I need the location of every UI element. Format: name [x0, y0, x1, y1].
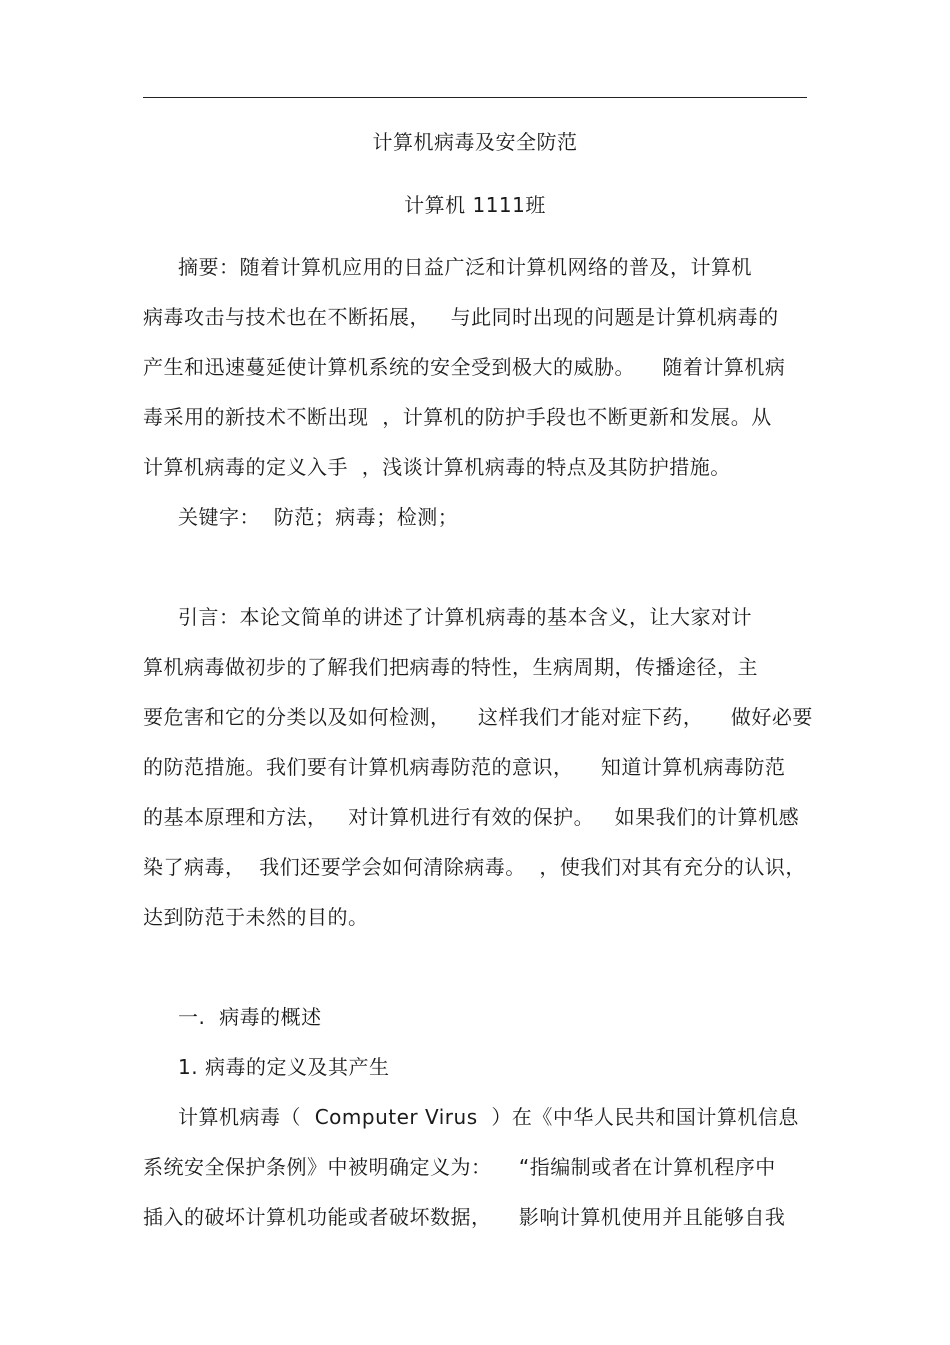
intro-line: 达到防范于未然的目的。	[143, 905, 369, 929]
abstract-line: 毒采用的新技术不断出现 ，计算机的防护手段也不断更新和发展。从	[143, 405, 772, 429]
document-title: 计算机病毒及安全防范	[372, 130, 578, 154]
body-line: 系统安全保护条例》中被明确定义为： “指编制或者在计算机程序中	[143, 1155, 776, 1179]
keywords-line: 关键字： 防范；病毒；检测；	[178, 505, 459, 529]
abstract-line: 摘要：随着计算机应用的日益广泛和计算机网络的普及，计算机	[178, 255, 752, 279]
intro-line: 的防范措施。我们要有计算机病毒防范的意识， 知道计算机病毒防范	[143, 755, 786, 779]
section-heading: 一. 病毒的概述	[178, 1005, 322, 1029]
header-rule	[143, 97, 807, 98]
abstract-line: 计算机病毒的定义入手 ，浅谈计算机病毒的特点及其防护措施。	[143, 455, 731, 479]
subsection-heading: 1. 病毒的定义及其产生	[178, 1055, 390, 1079]
intro-line: 要危害和它的分类以及如何检测， 这样我们才能对症下药， 做好必要	[143, 705, 813, 729]
intro-line: 的基本原理和方法， 对计算机进行有效的保护。 如果我们的计算机感	[143, 805, 800, 829]
abstract-line: 病毒攻击与技术也在不断拓展， 与此同时出现的问题是计算机病毒的	[143, 305, 779, 329]
abstract-line: 产生和迅速蔓延使计算机系统的安全受到极大的威胁。 随着计算机病	[143, 355, 786, 379]
body-line: 计算机病毒（ Computer Virus ）在《中华人民共和国计算机信息	[178, 1105, 799, 1129]
body-line: 插入的破坏计算机功能或者破坏数据， 影响计算机使用并且能够自我	[143, 1205, 786, 1229]
intro-line: 算机病毒做初步的了解我们把病毒的特性，生病周期，传播途径，主	[143, 655, 758, 679]
author-line: 计算机 1111班	[404, 193, 546, 217]
intro-line: 引言：本论文简单的讲述了计算机病毒的基本含义，让大家对计	[178, 605, 752, 629]
intro-line: 染了病毒， 我们还要学会如何清除病毒。 ，使我们对其有充分的认识，	[143, 855, 806, 879]
